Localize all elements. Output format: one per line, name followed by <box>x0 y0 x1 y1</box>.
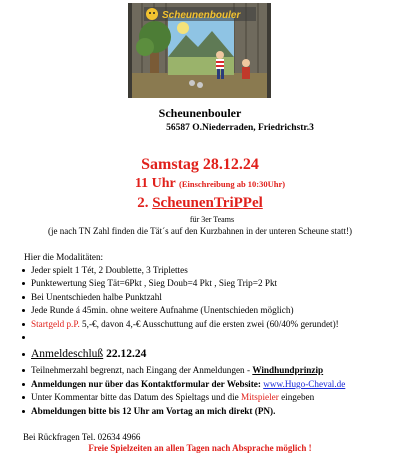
limit-item <box>31 364 398 377</box>
deadline-item <box>31 344 398 364</box>
event-date: Samstag 28.12.24 <box>141 156 259 173</box>
event-number: 2. <box>137 195 149 211</box>
free-play-note: Freie Spielzeiten an allen Tagen nach Absprache möglich ! <box>88 443 312 453</box>
club-name: Scheunenbouler <box>158 106 242 120</box>
rule-item: Jede Runde á 45min. ohne weitere Aufnahme (Unentschieden möglich) <box>31 304 398 317</box>
rule-item: Bei Unentschieden halbe Punktzahl <box>31 291 398 304</box>
barn-mural-illustration <box>128 3 271 98</box>
contact-form-label: Kontaktformular <box>140 378 210 389</box>
rules-intro: Hier die Modalitäten: <box>24 252 104 262</box>
club-address: 56587 O.Niederraden, Friedrichstr.3 <box>166 123 314 133</box>
contact-form-item <box>31 378 398 391</box>
rule-item-fee <box>31 318 398 331</box>
event-time-line <box>10 176 400 192</box>
form-text: Anmeldungen nur über das <box>31 378 141 389</box>
limit-text: Teilnehmerzahl begrenzt, nach Eingang der Anmeldungen - <box>31 365 253 376</box>
empty-bullet <box>31 331 398 344</box>
event-format: für 3er Teams <box>189 215 235 224</box>
comment-item <box>31 391 398 404</box>
deadline-label: Anmeldeschluß <box>31 348 104 361</box>
fee-text: 5,-€, davon 4,-€ Ausschuttung auf die ersten zwei (60/40% gerundet)! <box>79 318 339 329</box>
registration-time-note: (Einschreibung ab 10:30Uhr) <box>178 179 286 189</box>
event-time: 11 Uhr <box>134 176 176 191</box>
cancel-item: Abmeldungen bitte bis 12 Uhr am Vortag an mich direkt (PN). <box>31 405 398 418</box>
contact-phone: Bei Rückfragen Tel. 02634 4966 <box>23 432 141 442</box>
event-title-line <box>0 195 400 212</box>
venue-note: (je nach TN Zahl finden die Tät´s auf den Kurzbahnen in der unteren Scheune statt!) <box>47 226 353 236</box>
deadline-date: 22.12.24 <box>103 348 147 361</box>
comment-highlight: Mitspieler <box>241 392 279 403</box>
header-image <box>128 3 271 98</box>
comment-text-2: eingeben <box>278 392 315 403</box>
form-text-2: der Website: <box>209 378 264 389</box>
fee-label: Startgeld p.P. <box>31 318 80 329</box>
rules-section <box>20 252 398 418</box>
rule-item: Punktewertung Sieg Tät=6Pkt , Sieg Doub=4 Pkt , Sieg Trip=2 Pkt <box>31 277 398 290</box>
rule-item: Jeder spielt 1 Tét, 2 Doublette, 3 Triplettes <box>31 264 398 277</box>
website-link[interactable]: www.Hugo-Cheval.de <box>263 378 346 389</box>
event-title: ScheunenTriPPel <box>152 195 263 211</box>
comment-text: Unter Kommentar bitte das Datum des Spieltags und die <box>31 392 241 403</box>
rules-list <box>20 264 398 418</box>
svg-text:Scheunenbouler: Scheunenbouler <box>162 10 241 21</box>
limit-principle: Windhundprinzip <box>252 365 324 376</box>
